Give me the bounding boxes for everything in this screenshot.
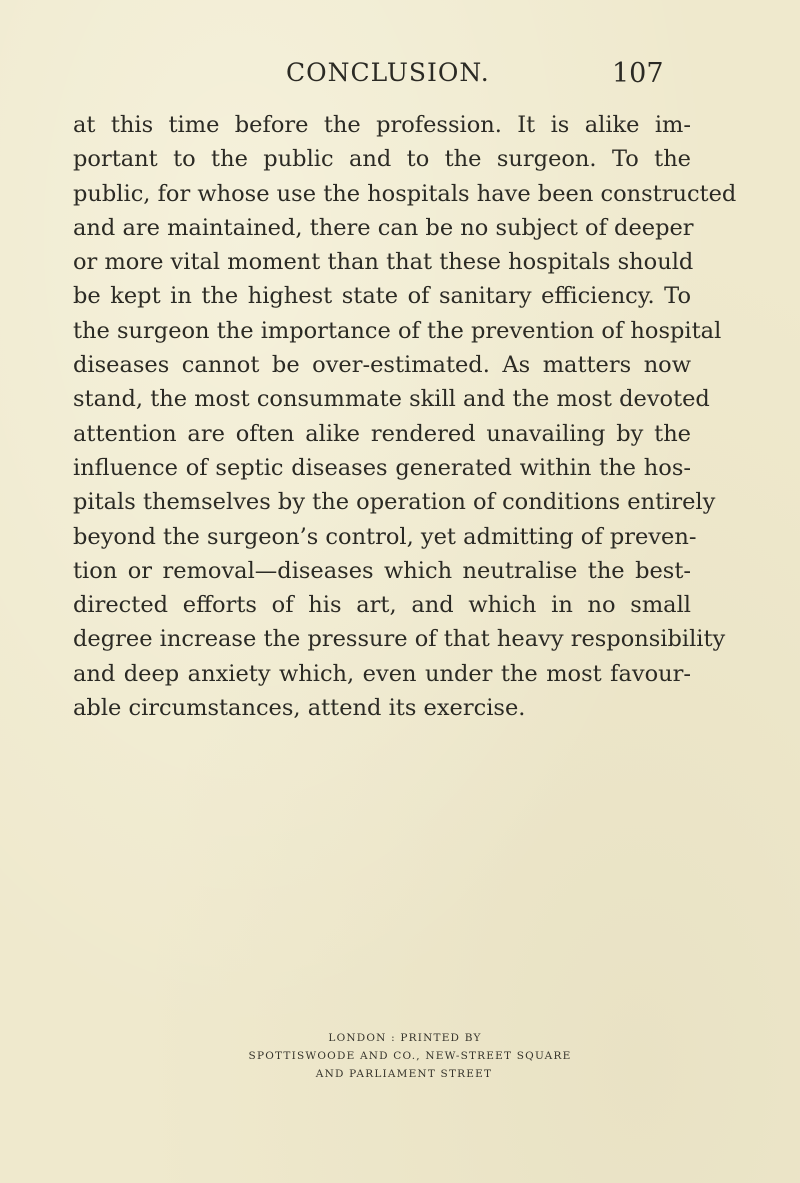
text-line: degree increase the pressure of that heavy responsibility: [73, 626, 726, 653]
text-line: at this time before the profession. It is alike im-: [73, 112, 691, 138]
running-head: [0, 58, 800, 98]
text-line: the surgeon the importance of the prevention of hospital: [73, 317, 722, 344]
text-line: tion or removal—diseases which neutralise the best-: [73, 557, 691, 584]
text-line: be kept in the highest state of sanitary efficiency. To: [73, 283, 691, 310]
running-title: CONCLUSION.: [286, 58, 490, 87]
text-line: beyond the surgeon’s control, yet admitting of preven-: [73, 523, 697, 550]
printer-imprint: [0, 1029, 800, 1083]
text-line: public, for whose use the hospitals have been constructed: [73, 180, 737, 207]
text-line: and are maintained, there can be no subject of deeper: [73, 214, 694, 241]
text-line: diseases cannot be over-estimated. As matters now: [73, 352, 691, 379]
text-line: pitals themselves by the operation of conditions entirely: [73, 489, 716, 516]
imprint-line-3: AND PARLIAMENT STREET: [315, 1068, 493, 1080]
imprint-line-1: LONDON : PRINTED BY: [328, 1032, 482, 1044]
text-line: attention are often alike rendered unavailing by the: [73, 420, 691, 447]
text-line: stand, the most consummate skill and the most devoted: [73, 386, 710, 413]
body-paragraph: [73, 108, 737, 725]
page-number: 107: [612, 58, 664, 89]
text-line: influence of septic diseases generated within the hos-: [73, 454, 691, 481]
text-line: portant to the public and to the surgeon. To the: [73, 146, 691, 173]
imprint-line-2: SPOTTISWOODE AND CO., NEW-STREET SQUARE: [248, 1050, 572, 1062]
text-line: and deep anxiety which, even under the most favour-: [73, 660, 691, 687]
text-line-last: able circumstances, attend its exercise.: [73, 695, 526, 722]
text-line: or more vital moment than that these hospitals should: [73, 249, 694, 276]
text-line: directed efforts of his art, and which in no small: [73, 592, 691, 619]
